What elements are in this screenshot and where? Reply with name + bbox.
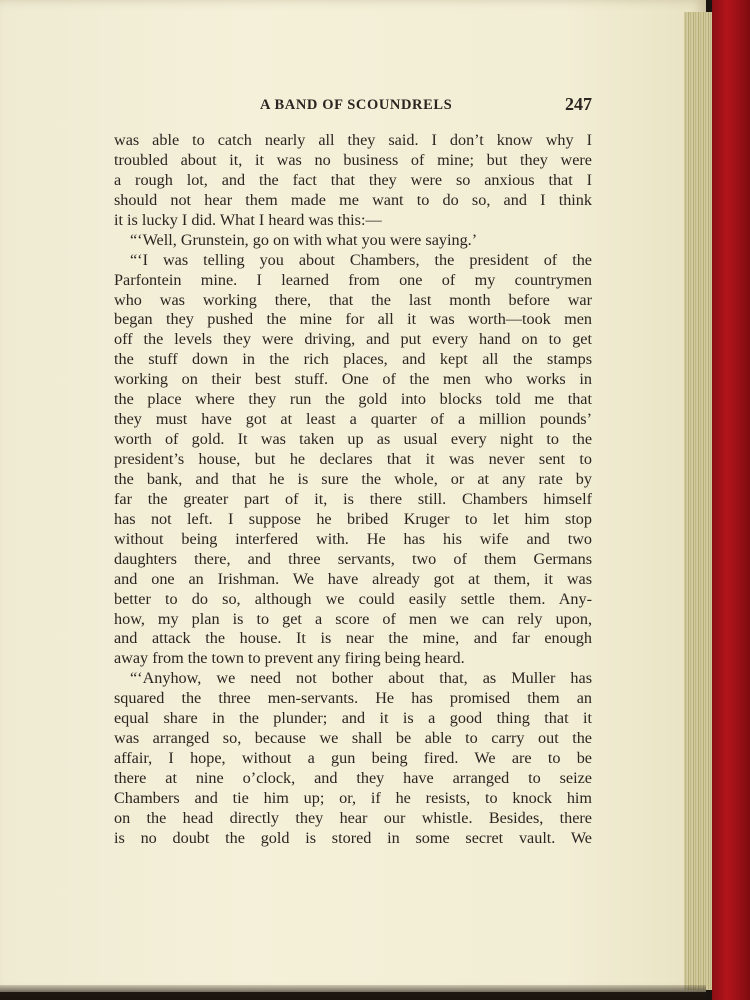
text-line: the bank, and that he is sure the whole, or at any rate by xyxy=(114,469,592,488)
running-title: A BAND OF SCOUNDRELS xyxy=(260,97,453,113)
text-line: the stuff down in the rich places, and kept all the stamps xyxy=(114,350,592,369)
text-line: away from the town to prevent any firing being heard. xyxy=(114,649,465,668)
text-line: and one an Irishman. We have already got at them, it was xyxy=(114,569,592,588)
text-line: worth of gold. It was taken up as usual every night to the xyxy=(114,430,592,449)
text-line: was able to catch nearly all they said. I don’t know why I xyxy=(114,131,592,149)
book-cover-edge xyxy=(712,0,750,1000)
page-header xyxy=(114,94,592,116)
text-line: they must have got at least a quarter of a million pounds’ xyxy=(114,410,592,429)
text-line: better to do so, although we could easily settle them. Any- xyxy=(114,589,592,608)
text-line: squared the three men-servants. He has promised them an xyxy=(114,689,592,708)
text-line: affair, I hope, without a gun being fired. We are to be xyxy=(114,749,592,768)
text-line: the place where they run the gold into blocks told me that xyxy=(114,390,592,409)
text-line: a rough lot, and the fact that they were so anxious that I xyxy=(114,170,592,189)
text-line: equal share in the plunder; and it is a good thing that it xyxy=(114,709,592,728)
text-line: president’s house, but he declares that it was never sent to xyxy=(114,450,592,468)
text-line: should not hear them made me want to do so, and I think xyxy=(114,190,592,209)
body-text xyxy=(114,131,592,849)
page-number: 247 xyxy=(565,94,592,114)
bottom-shadow xyxy=(0,985,706,1000)
text-line: “‘I was telling you about Chambers, the president of the xyxy=(130,250,592,269)
text-line: far the greater part of it, is there still. Chambers himself xyxy=(114,489,592,508)
text-line: has not left. I suppose he bribed Kruger to let him stop xyxy=(114,509,592,528)
text-line: and attack the house. It is near the mine, and far enough xyxy=(114,629,592,648)
text-line: began they pushed the mine for all it was worth—took men xyxy=(114,310,592,329)
text-line: who was working there, that the last month before war xyxy=(114,290,592,309)
text-line: was arranged so, because we shall be able to carry out the xyxy=(114,729,592,748)
text-line: Parfontein mine. I learned from one of my countrymen xyxy=(114,270,592,289)
text-line: working on their best stuff. One of the men who works in xyxy=(114,370,592,389)
text-line: off the levels they were driving, and put every hand on to get xyxy=(114,330,592,349)
text-line: “‘Well, Grunstein, go on with what you were saying.’ xyxy=(130,230,478,249)
text-line: it is lucky I did. What I heard was this:— xyxy=(114,210,382,229)
text-line: on the head directly they hear our whistle. Besides, there xyxy=(114,808,592,827)
page-edges xyxy=(684,12,714,990)
text-line: daughters there, and three servants, two of them Germans xyxy=(114,549,592,568)
text-line: is no doubt the gold is stored in some secret vault. We xyxy=(114,828,592,847)
text-line: there at nine o’clock, and they have arranged to seize xyxy=(114,769,592,787)
text-line: Chambers and tie him up; or, if he resists, to knock him xyxy=(114,788,592,807)
text-line: “‘Anyhow, we need not bother about that, as Muller has xyxy=(130,669,592,688)
text-line: how, my plan is to get a score of men we can rely upon, xyxy=(114,609,592,628)
text-line: troubled about it, it was no business of mine; but they were xyxy=(114,150,592,169)
text-line: without being interfered with. He has his wife and two xyxy=(114,529,592,548)
